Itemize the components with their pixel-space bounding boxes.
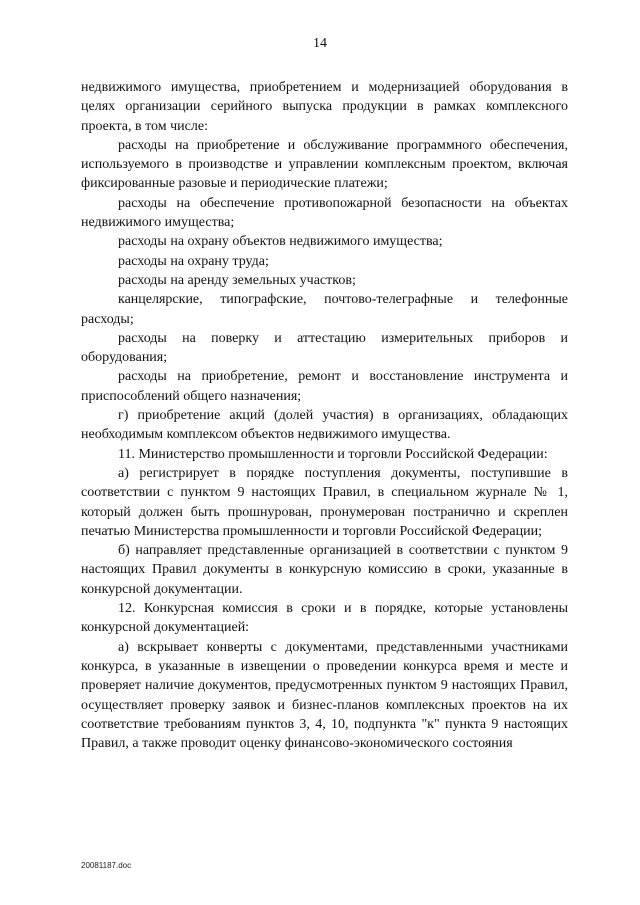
paragraph: недвижимого имущества, приобретением и модернизацией оборудования в целях организации серийного выпуска продукции в рамках комплексного проекта, в том числе: bbox=[81, 80, 568, 134]
paragraph: расходы на охрану труда; bbox=[118, 253, 269, 269]
paragraph: а) регистрирует в порядке поступления документы, поступившие в соответствии с пунктом 9 настоящих Правил, в специальном журнале № 1, который должен быть прошнурован, пронумерован постранично и скреплен печатью Министерства промышленности и торговли Российской Федерации; bbox=[81, 465, 568, 539]
paragraph: 11. Министерство промышленности и торговли Российской Федерации: bbox=[118, 446, 548, 462]
paragraph: расходы на охрану объектов недвижимого имущества; bbox=[118, 234, 443, 250]
paragraph: расходы на аренду земельных участков; bbox=[118, 272, 356, 288]
paragraph: расходы на приобретение и обслуживание программного обеспечения, используемого в производстве и управлении комплексным проектом, включая фиксированные разовые и периодические платежи; bbox=[81, 137, 568, 192]
paragraph: канцелярские, типографские, почтово-телеграфные и телефонные расходы; bbox=[81, 292, 568, 327]
paragraph: а) вскрывает конверты с документами, представленными участниками конкурса, в указанные в извещении о проведении конкурса время и месте и проверяет наличие документов, предусмотренных пунктом 9 настоящих Правил, осуществляет проверку заявок и бизнес-планов комплексных проектов на их соответствие требованиям пунктов 3, 4, 10, подпункта "к" пункта 9 настоящих Правил, а также проводит оценку финансово-экономического состояния bbox=[81, 639, 568, 752]
paragraph: расходы на обеспечение противопожарной безопасности на объектах недвижимого имущества; bbox=[81, 195, 568, 231]
paragraph: расходы на приобретение, ремонт и восстановление инструмента и приспособлений общего назначения; bbox=[81, 369, 568, 404]
paragraph: расходы на поверку и аттестацию измерительных приборов и оборудования; bbox=[81, 330, 568, 366]
paragraph: г) приобретение акций (долей участия) в организациях, обладающих необходимым комплексом объектов недвижимого имущества. bbox=[81, 408, 568, 443]
paragraph: 12. Конкурсная комиссия в сроки и в порядке, которые установлены конкурсной документацией: bbox=[81, 601, 568, 636]
paragraph: б) направляет представленные организацией в соответствии с пунктом 9 настоящих Правил документы в конкурсную комиссию в сроки, указанные в конкурсной документации. bbox=[81, 543, 568, 597]
page-number: 14 bbox=[313, 36, 327, 51]
footer-file-code: 20081187.doc bbox=[81, 861, 132, 870]
document-body bbox=[81, 78, 568, 753]
